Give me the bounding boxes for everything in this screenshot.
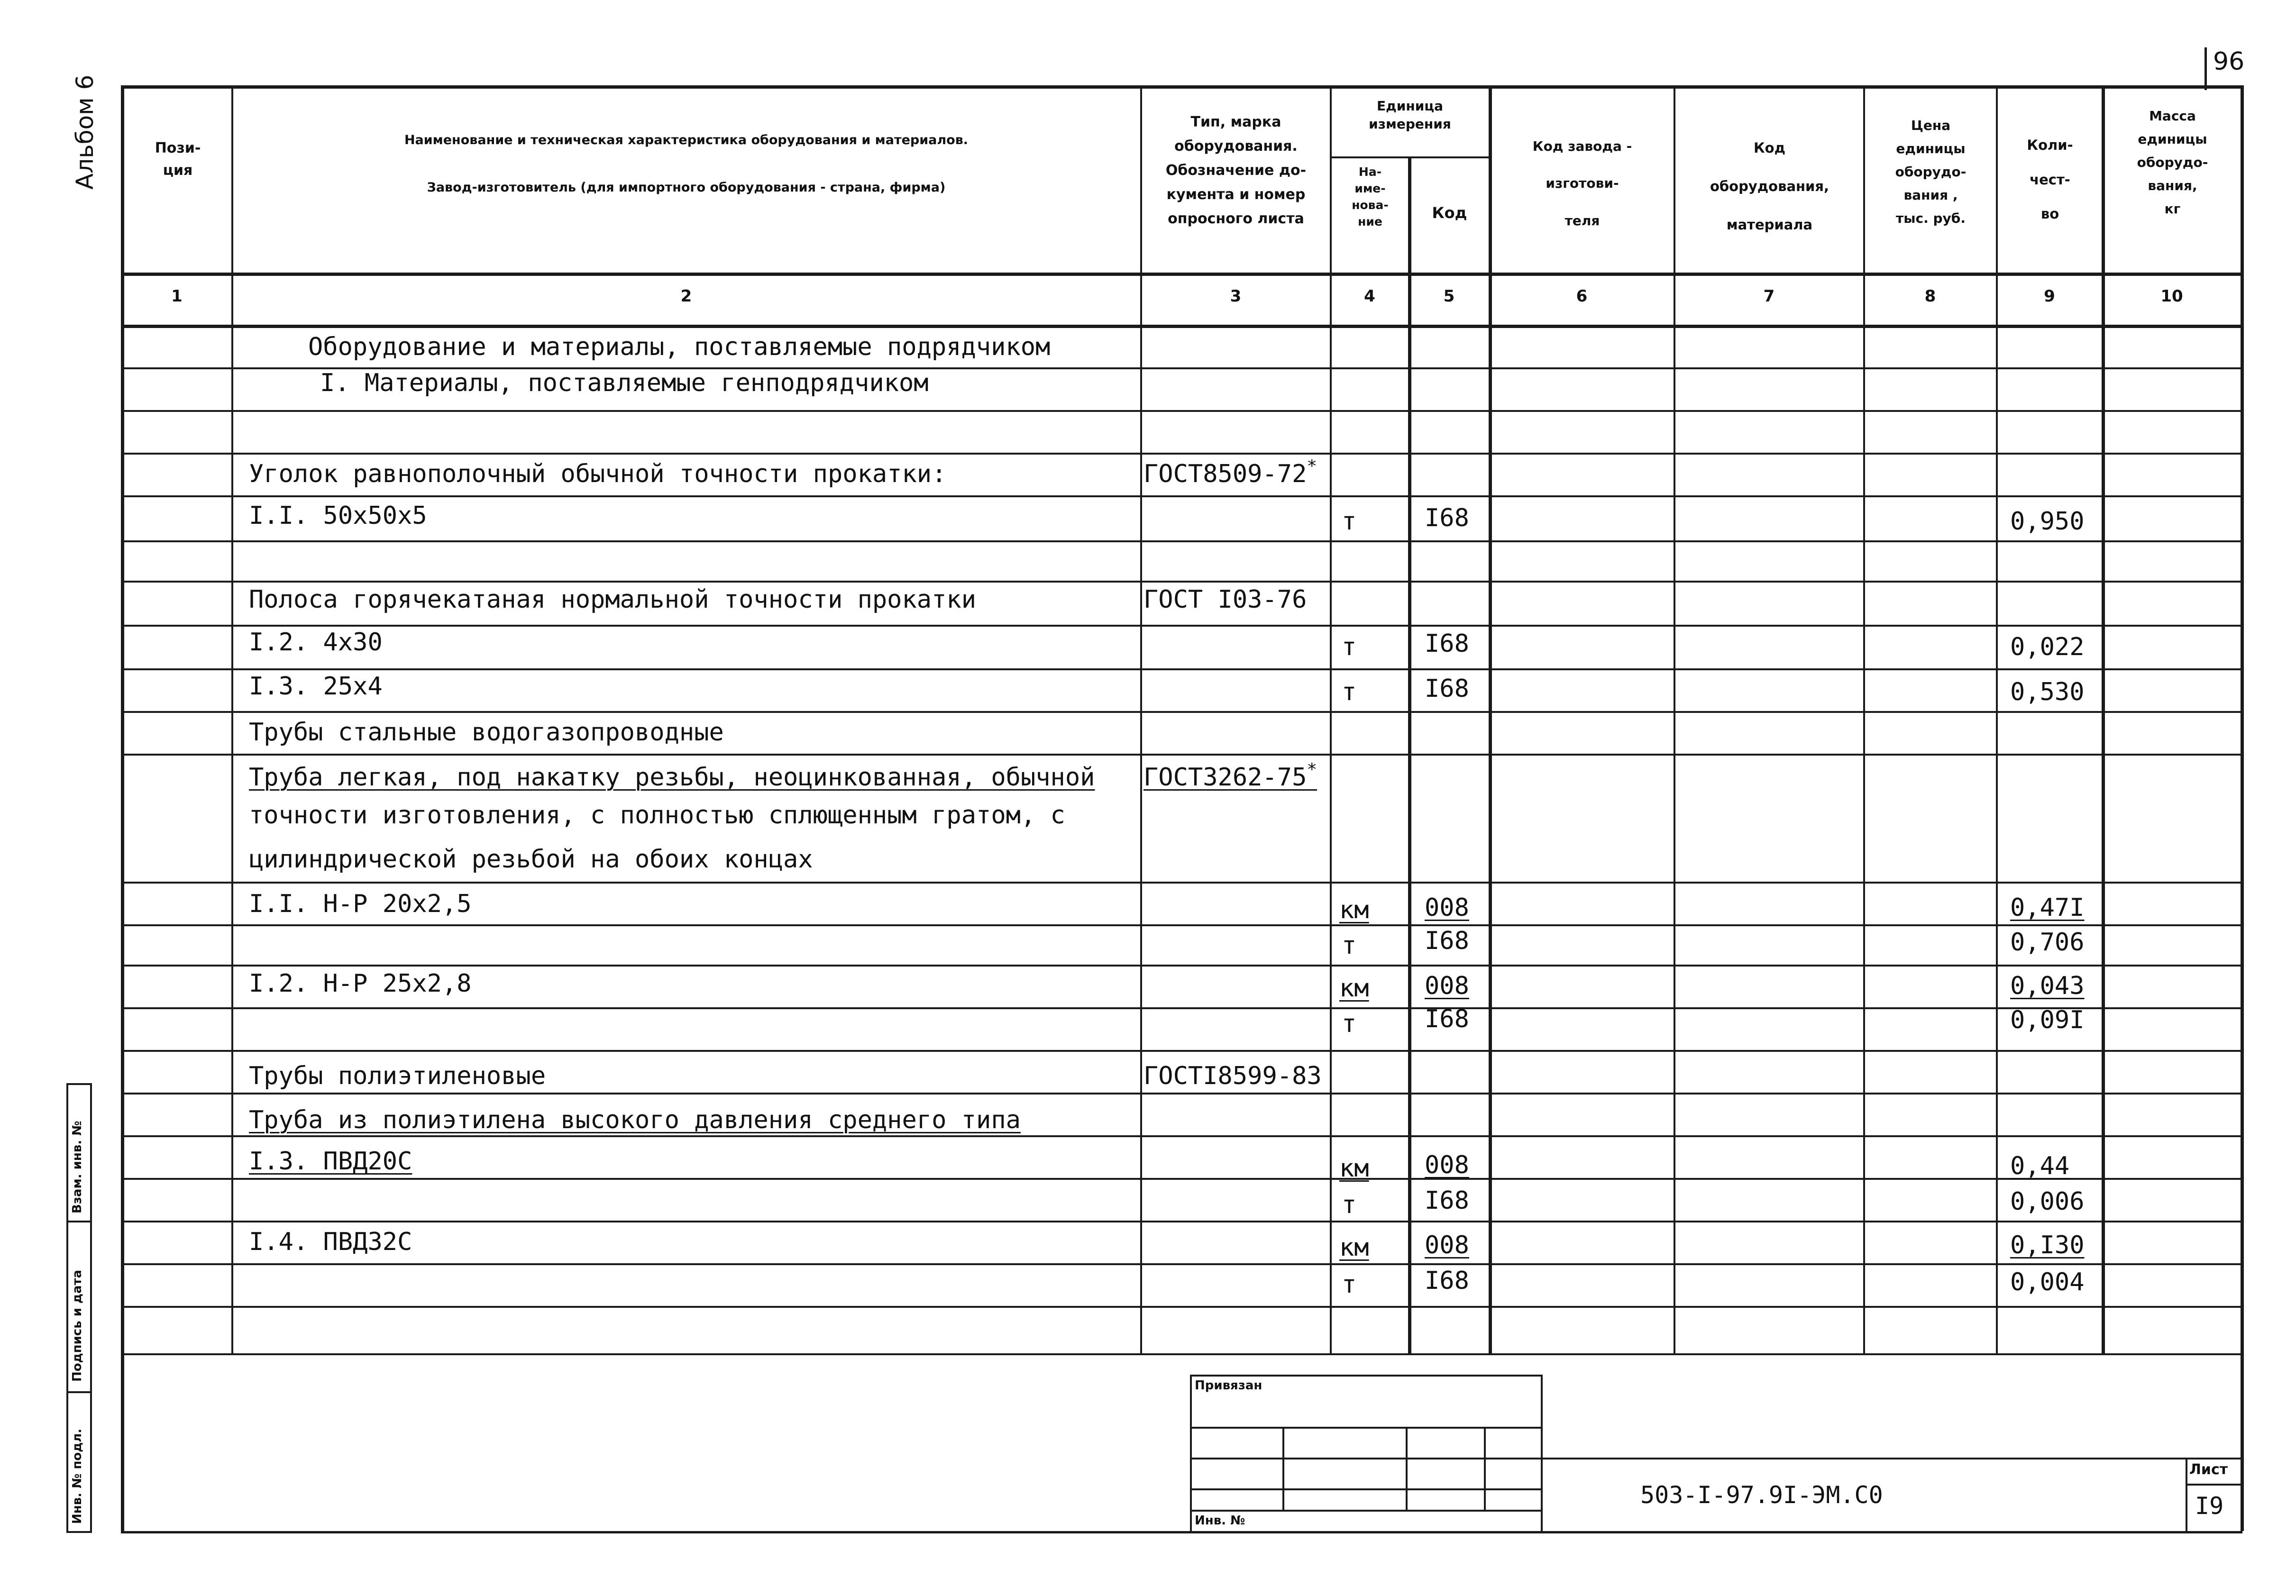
row-qty: 0,530 — [2010, 678, 2085, 706]
row-unit: т — [1342, 1270, 1357, 1299]
numbers-bottom-border — [121, 325, 2242, 328]
header-equipment-code: Код оборудования, материала — [1710, 140, 1829, 233]
colnum-5: 5 — [1443, 287, 1455, 306]
header-unit: Единица измерения — [1369, 98, 1451, 132]
row-line — [121, 625, 2242, 627]
row-name: I.4. ПВД32С — [249, 1228, 412, 1256]
colnum-3: 3 — [1230, 287, 1242, 306]
row-line — [121, 1178, 2242, 1180]
row-name: I.2. Н-Р 25х2,8 — [249, 969, 472, 998]
header-name-line1: Наименование и техническая характеристика оборудования и материалов. — [404, 133, 969, 147]
row-name: I.2. 4х30 — [249, 628, 383, 657]
subsection-title: I. Материалы, поставляемые генподрядчиком — [320, 369, 929, 397]
stamp-inv-label: Инв. № — [1195, 1514, 1245, 1528]
row-qty: 0,47I — [2010, 894, 2085, 922]
row-unit: т — [1342, 931, 1357, 960]
side-stamp-top — [66, 1083, 92, 1085]
col-sep-9 — [2102, 85, 2105, 1353]
row-name: Труба из полиэтилена высокого давления среднего типа — [249, 1106, 1021, 1134]
stamp-privyazan-label: Привязан — [1195, 1378, 1262, 1393]
stamp-box-left — [1190, 1375, 1192, 1531]
row-unit: км — [1339, 1154, 1369, 1183]
row-name: I.I. Н-Р 20х2,5 — [249, 890, 472, 918]
row-unit: т — [1342, 633, 1357, 661]
col-sep-5 — [1489, 85, 1492, 1353]
sheet-box-divider — [2186, 1484, 2242, 1486]
row-code: 008 — [1425, 1151, 1469, 1179]
row-qty: 0,043 — [2010, 972, 2085, 1000]
colnum-2: 2 — [680, 287, 692, 306]
colnum-1: 1 — [171, 287, 183, 306]
header-quantity: Коли- чест- во — [2027, 137, 2073, 222]
row-line — [121, 1050, 2242, 1052]
row-name: Трубы полиэтиленовые — [249, 1062, 546, 1090]
unit-subheader-line — [1330, 156, 1489, 158]
document-code: 503-I-97.9I-ЭМ.С0 — [1640, 1481, 1883, 1509]
colnum-4: 4 — [1364, 287, 1375, 306]
row-line — [121, 1221, 2242, 1222]
stamp-box-col — [1282, 1427, 1284, 1510]
colnum-9: 9 — [2044, 287, 2055, 306]
row-code: I68 — [1425, 504, 1469, 532]
row-name: Труба легкая, под накатку резьбы, неоцинкованная, обычной — [249, 763, 1095, 792]
row-name-continued: цилиндрической резьбой на обоих концах — [249, 845, 813, 874]
row-code: 008 — [1425, 1231, 1469, 1259]
row-doc: ГОСТ3262-75* — [1143, 760, 1317, 792]
row-doc: ГОСТ I03-76 — [1143, 585, 1307, 614]
row-name: Уголок равнополочный обычной точности прокатки: — [249, 460, 947, 488]
colnum-7: 7 — [1763, 287, 1775, 306]
row-code: I68 — [1425, 1186, 1469, 1215]
header-unit-name: На- име- нова- ние — [1352, 165, 1389, 228]
row-unit: т — [1342, 1010, 1357, 1038]
frame-bottom-border — [121, 1531, 2242, 1533]
section-title: Оборудование и материалы, поставляемые подрядчиком — [308, 333, 1051, 361]
row-code: 008 — [1425, 972, 1469, 1000]
row-qty: 0,004 — [2010, 1268, 2085, 1296]
colnum-10: 10 — [2160, 287, 2183, 306]
header-unit-code: Код — [1432, 204, 1467, 222]
row-unit: т — [1342, 1191, 1357, 1219]
header-position: Пози- ция — [155, 140, 201, 179]
header-plant-code: Код завода - изготови- теля — [1532, 138, 1632, 228]
album-label: Альбом 6 — [71, 74, 99, 190]
table-bottom-border — [121, 1353, 2242, 1355]
table-top-border — [121, 85, 2242, 89]
row-code: I68 — [1425, 927, 1469, 955]
row-name-continued: точности изготовления, с полностью сплющенным гратом, с — [249, 801, 1065, 830]
row-code: 008 — [1425, 894, 1469, 922]
row-unit: км — [1339, 1233, 1369, 1262]
row-line — [121, 711, 2242, 713]
stamp-box-line — [1190, 1458, 1543, 1459]
row-name: Трубы стальные водогазопроводные — [249, 718, 724, 747]
stamp-box-top — [1190, 1375, 1543, 1377]
col-sep-1 — [231, 85, 233, 1353]
row-line — [121, 540, 2242, 542]
table-right-border — [2241, 85, 2244, 1531]
row-line — [121, 754, 2242, 756]
side-label-podpis: Подпись и дата — [70, 1269, 84, 1382]
stamp-box-line — [1190, 1488, 1543, 1490]
sheet-label: Лист — [2189, 1461, 2228, 1478]
row-qty: 0,I30 — [2010, 1231, 2085, 1259]
row-qty: 0,44 — [2010, 1152, 2070, 1180]
row-name: I.3. ПВД20С — [249, 1147, 412, 1176]
row-unit: т — [1342, 507, 1357, 536]
col-sep-8 — [1996, 85, 1998, 1353]
row-name: I.3. 25х4 — [249, 672, 383, 701]
stamp-box-line — [1190, 1510, 1543, 1512]
row-qty: 0,950 — [2010, 507, 2085, 536]
row-doc: ГОСТI8599-83 — [1143, 1062, 1322, 1090]
row-line — [121, 1093, 2242, 1094]
row-qty: 0,706 — [2010, 928, 2085, 957]
row-line — [121, 495, 2242, 497]
stamp-box-col — [1406, 1427, 1408, 1510]
sheet-number: I9 — [2195, 1492, 2224, 1520]
header-type: Тип, марка оборудования. Обозначение до- кумента и номер опросного листа — [1165, 114, 1307, 227]
side-stamp-left — [66, 1083, 68, 1531]
row-code: I68 — [1425, 629, 1469, 658]
header-name-line2: Завод-изготовитель (для импортного оборудования - страна, фирма) — [427, 180, 946, 195]
row-name: I.I. 50х50х5 — [249, 502, 427, 530]
side-stamp-divider — [66, 1391, 92, 1393]
stamp-box-col — [1484, 1427, 1486, 1510]
row-line — [121, 453, 2242, 455]
col-sep-6 — [1674, 85, 1675, 1353]
header-price: Цена единицы оборудо- вания , тыс. руб. — [1895, 118, 1967, 226]
row-code: I68 — [1425, 675, 1469, 703]
row-line — [121, 882, 2242, 884]
header-mass: Масса единицы оборудо- вания, кг — [2137, 108, 2208, 217]
row-line — [121, 581, 2242, 583]
row-line — [121, 1306, 2242, 1308]
row-unit: км — [1339, 896, 1369, 924]
side-label-vzam: Взам. инв. № — [70, 1121, 84, 1213]
page-number-mark — [2205, 47, 2207, 90]
row-code: I68 — [1425, 1267, 1469, 1295]
row-qty: 0,006 — [2010, 1187, 2085, 1216]
stamp-box-line — [1190, 1427, 1543, 1429]
row-line — [121, 1007, 2242, 1009]
sheet-box-left — [2186, 1458, 2187, 1531]
col-sep-2 — [1140, 85, 1142, 1353]
row-line — [121, 965, 2242, 967]
stamp-box-right — [1541, 1375, 1543, 1531]
side-stamp-divider — [66, 1221, 92, 1222]
row-line — [121, 924, 2242, 926]
row-code: I68 — [1425, 1005, 1469, 1033]
row-unit: км — [1339, 974, 1369, 1003]
row-line — [121, 410, 2242, 412]
row-name: Полоса горячекатаная нормальной точности прокатки — [249, 585, 977, 614]
col-sep-3 — [1330, 85, 1332, 1353]
doc-code-top — [1541, 1458, 2242, 1459]
row-line — [121, 1135, 2242, 1137]
side-stamp-bottom — [66, 1531, 92, 1533]
row-line — [121, 668, 2242, 670]
col-sep-7 — [1863, 85, 1865, 1353]
row-qty: 0,022 — [2010, 633, 2085, 661]
colnum-8: 8 — [1924, 287, 1936, 306]
side-label-invpodl: Инв. № подл. — [70, 1428, 84, 1524]
row-doc: ГОСТ8509-72* — [1143, 456, 1317, 488]
page-number: 96 — [2213, 47, 2245, 76]
colnum-6: 6 — [1576, 287, 1588, 306]
side-stamp-right — [90, 1083, 92, 1531]
row-line — [121, 1263, 2242, 1265]
row-qty: 0,09I — [2010, 1006, 2085, 1034]
header-bottom-border — [121, 273, 2242, 276]
row-unit: т — [1342, 678, 1357, 706]
